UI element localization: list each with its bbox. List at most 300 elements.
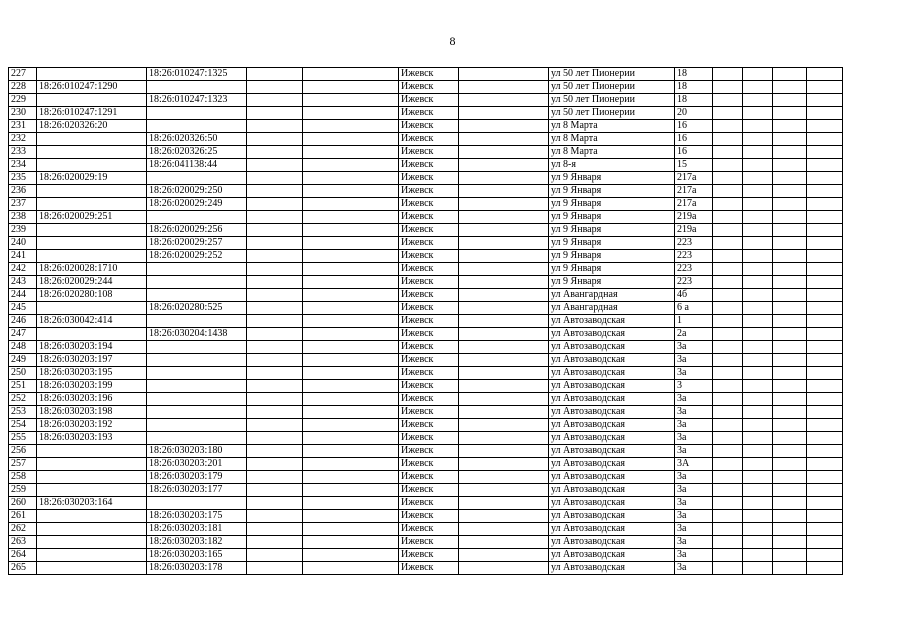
empty-cell <box>303 198 399 211</box>
empty-cell <box>303 380 399 393</box>
row-number-cell: 233 <box>9 146 37 159</box>
empty-cell <box>459 68 549 81</box>
empty-cell <box>743 146 773 159</box>
empty-cell <box>303 302 399 315</box>
table-row <box>9 133 843 146</box>
empty-cell <box>743 562 773 575</box>
table-row <box>9 120 843 133</box>
row-number-cell: 234 <box>9 159 37 172</box>
empty-cell <box>773 237 807 250</box>
empty-cell <box>713 146 743 159</box>
street-cell: ул 9 Января <box>549 276 675 289</box>
empty-cell <box>713 341 743 354</box>
street-cell: ул 50 лет Пионерии <box>549 107 675 120</box>
cadastral-number-b-cell <box>147 341 247 354</box>
empty-cell <box>459 393 549 406</box>
city-cell: Ижевск <box>399 289 459 302</box>
empty-cell <box>773 562 807 575</box>
empty-cell <box>247 549 303 562</box>
empty-cell <box>247 302 303 315</box>
empty-cell <box>459 315 549 328</box>
table-row <box>9 406 843 419</box>
city-cell: Ижевск <box>399 471 459 484</box>
empty-cell <box>807 81 843 94</box>
empty-cell <box>303 328 399 341</box>
house-number-cell: 3а <box>675 484 713 497</box>
empty-cell <box>303 237 399 250</box>
cadastral-number-b-cell: 18:26:030203:201 <box>147 458 247 471</box>
row-number-cell: 255 <box>9 432 37 445</box>
empty-cell <box>743 380 773 393</box>
empty-cell <box>807 497 843 510</box>
table-row <box>9 471 843 484</box>
empty-cell <box>773 536 807 549</box>
table-row <box>9 107 843 120</box>
cadastral-number-a-cell: 18:26:010247:1291 <box>37 107 147 120</box>
empty-cell <box>807 94 843 107</box>
empty-cell <box>807 549 843 562</box>
empty-cell <box>713 432 743 445</box>
empty-cell <box>713 94 743 107</box>
row-number-cell: 245 <box>9 302 37 315</box>
empty-cell <box>459 146 549 159</box>
city-cell: Ижевск <box>399 250 459 263</box>
house-number-cell: 3а <box>675 341 713 354</box>
row-number-cell: 253 <box>9 406 37 419</box>
city-cell: Ижевск <box>399 536 459 549</box>
cadastral-number-a-cell: 18:26:030203:198 <box>37 406 147 419</box>
empty-cell <box>773 68 807 81</box>
empty-cell <box>713 276 743 289</box>
street-cell: ул 50 лет Пионерии <box>549 81 675 94</box>
empty-cell <box>773 107 807 120</box>
table-row <box>9 198 843 211</box>
row-number-cell: 254 <box>9 419 37 432</box>
table-row <box>9 146 843 159</box>
empty-cell <box>303 107 399 120</box>
row-number-cell: 237 <box>9 198 37 211</box>
city-cell: Ижевск <box>399 302 459 315</box>
empty-cell <box>247 94 303 107</box>
house-number-cell: 16 <box>675 146 713 159</box>
city-cell: Ижевск <box>399 341 459 354</box>
table-row <box>9 393 843 406</box>
street-cell: ул 9 Января <box>549 185 675 198</box>
empty-cell <box>743 458 773 471</box>
city-cell: Ижевск <box>399 367 459 380</box>
empty-cell <box>247 471 303 484</box>
row-number-cell: 256 <box>9 445 37 458</box>
empty-cell <box>743 133 773 146</box>
empty-cell <box>459 471 549 484</box>
cadastral-number-a-cell: 18:26:020280:108 <box>37 289 147 302</box>
empty-cell <box>807 276 843 289</box>
empty-cell <box>713 211 743 224</box>
row-number-cell: 241 <box>9 250 37 263</box>
empty-cell <box>713 68 743 81</box>
empty-cell <box>773 302 807 315</box>
empty-cell <box>247 120 303 133</box>
empty-cell <box>743 419 773 432</box>
empty-cell <box>713 120 743 133</box>
empty-cell <box>247 68 303 81</box>
empty-cell <box>303 406 399 419</box>
empty-cell <box>303 81 399 94</box>
empty-cell <box>247 198 303 211</box>
empty-cell <box>247 341 303 354</box>
cadastral-number-b-cell: 18:26:030203:178 <box>147 562 247 575</box>
table-row <box>9 68 843 81</box>
row-number-cell: 244 <box>9 289 37 302</box>
house-number-cell: 223 <box>675 276 713 289</box>
cadastral-number-a-cell <box>37 536 147 549</box>
empty-cell <box>459 510 549 523</box>
empty-cell <box>807 471 843 484</box>
empty-cell <box>807 419 843 432</box>
empty-cell <box>807 107 843 120</box>
cadastral-number-a-cell: 18:26:020326:20 <box>37 120 147 133</box>
empty-cell <box>303 263 399 276</box>
empty-cell <box>713 406 743 419</box>
empty-cell <box>459 354 549 367</box>
table-row <box>9 510 843 523</box>
house-number-cell: 3а <box>675 432 713 445</box>
cadastral-number-b-cell <box>147 289 247 302</box>
empty-cell <box>247 146 303 159</box>
empty-cell <box>807 458 843 471</box>
empty-cell <box>459 302 549 315</box>
table-row <box>9 250 843 263</box>
house-number-cell: 3а <box>675 562 713 575</box>
empty-cell <box>247 497 303 510</box>
street-cell: ул 9 Января <box>549 263 675 276</box>
empty-cell <box>303 276 399 289</box>
street-cell: ул Автозаводская <box>549 354 675 367</box>
cadastral-number-b-cell: 18:26:010247:1323 <box>147 94 247 107</box>
empty-cell <box>773 94 807 107</box>
empty-cell <box>303 185 399 198</box>
cadastral-number-b-cell: 18:26:020029:256 <box>147 224 247 237</box>
empty-cell <box>743 445 773 458</box>
cadastral-number-b-cell <box>147 406 247 419</box>
house-number-cell: 3 <box>675 380 713 393</box>
empty-cell <box>713 289 743 302</box>
house-number-cell: 223 <box>675 263 713 276</box>
cadastral-number-a-cell: 18:26:020029:251 <box>37 211 147 224</box>
empty-cell <box>303 419 399 432</box>
cadastral-number-a-cell: 18:26:030203:195 <box>37 367 147 380</box>
page-number: 8 <box>449 34 456 48</box>
empty-cell <box>247 328 303 341</box>
empty-cell <box>807 263 843 276</box>
empty-cell <box>247 133 303 146</box>
city-cell: Ижевск <box>399 107 459 120</box>
empty-cell <box>807 302 843 315</box>
cadastral-number-a-cell <box>37 133 147 146</box>
empty-cell <box>743 94 773 107</box>
empty-cell <box>773 367 807 380</box>
cadastral-number-a-cell <box>37 146 147 159</box>
cadastral-number-a-cell <box>37 484 147 497</box>
house-number-cell: 1 <box>675 315 713 328</box>
house-number-cell: 3а <box>675 406 713 419</box>
house-number-cell: 15 <box>675 159 713 172</box>
row-number-cell: 239 <box>9 224 37 237</box>
row-number-cell: 231 <box>9 120 37 133</box>
empty-cell <box>713 497 743 510</box>
empty-cell <box>713 250 743 263</box>
empty-cell <box>807 432 843 445</box>
empty-cell <box>303 289 399 302</box>
empty-cell <box>773 432 807 445</box>
cadastral-number-b-cell <box>147 315 247 328</box>
table-row <box>9 302 843 315</box>
cadastral-number-b-cell <box>147 211 247 224</box>
empty-cell <box>303 133 399 146</box>
street-cell: ул Автозаводская <box>549 315 675 328</box>
row-number-cell: 232 <box>9 133 37 146</box>
table-row <box>9 263 843 276</box>
table-row <box>9 367 843 380</box>
empty-cell <box>743 211 773 224</box>
empty-cell <box>713 198 743 211</box>
city-cell: Ижевск <box>399 497 459 510</box>
empty-cell <box>303 341 399 354</box>
cadastral-number-b-cell <box>147 354 247 367</box>
street-cell: ул 50 лет Пионерии <box>549 68 675 81</box>
empty-cell <box>713 172 743 185</box>
cadastral-number-a-cell: 18:26:020029:244 <box>37 276 147 289</box>
empty-cell <box>247 354 303 367</box>
empty-cell <box>807 250 843 263</box>
empty-cell <box>743 341 773 354</box>
street-cell: ул 8 Марта <box>549 146 675 159</box>
empty-cell <box>459 549 549 562</box>
row-number-cell: 229 <box>9 94 37 107</box>
empty-cell <box>459 419 549 432</box>
cadastral-number-b-cell: 18:26:030203:165 <box>147 549 247 562</box>
house-number-cell: 3а <box>675 536 713 549</box>
empty-cell <box>303 120 399 133</box>
cadastral-number-a-cell: 18:26:030203:199 <box>37 380 147 393</box>
cadastral-number-b-cell: 18:26:020029:257 <box>147 237 247 250</box>
table-row <box>9 445 843 458</box>
cadastral-number-b-cell <box>147 393 247 406</box>
empty-cell <box>773 341 807 354</box>
row-number-cell: 260 <box>9 497 37 510</box>
city-cell: Ижевск <box>399 198 459 211</box>
empty-cell <box>247 211 303 224</box>
street-cell: ул 9 Января <box>549 224 675 237</box>
house-number-cell: 217а <box>675 185 713 198</box>
street-cell: ул Автозаводская <box>549 419 675 432</box>
house-number-cell: 217а <box>675 198 713 211</box>
empty-cell <box>303 159 399 172</box>
empty-cell <box>743 172 773 185</box>
empty-cell <box>303 250 399 263</box>
house-number-cell: 2а <box>675 328 713 341</box>
cadastral-number-a-cell <box>37 471 147 484</box>
empty-cell <box>303 471 399 484</box>
empty-cell <box>459 172 549 185</box>
empty-cell <box>773 471 807 484</box>
empty-cell <box>247 562 303 575</box>
cadastral-number-a-cell <box>37 68 147 81</box>
empty-cell <box>807 315 843 328</box>
street-cell: ул Автозаводская <box>549 471 675 484</box>
empty-cell <box>303 432 399 445</box>
empty-cell <box>743 107 773 120</box>
empty-cell <box>743 432 773 445</box>
row-number-cell: 261 <box>9 510 37 523</box>
house-number-cell: 3а <box>675 367 713 380</box>
empty-cell <box>459 250 549 263</box>
empty-cell <box>459 159 549 172</box>
empty-cell <box>773 224 807 237</box>
empty-cell <box>459 458 549 471</box>
street-cell: ул Автозаводская <box>549 341 675 354</box>
table-row <box>9 380 843 393</box>
house-number-cell: 223 <box>675 237 713 250</box>
empty-cell <box>247 185 303 198</box>
empty-cell <box>303 172 399 185</box>
empty-cell <box>713 510 743 523</box>
street-cell: ул Автозаводская <box>549 458 675 471</box>
table-row <box>9 81 843 94</box>
empty-cell <box>743 120 773 133</box>
empty-cell <box>247 159 303 172</box>
street-cell: ул Авангардная <box>549 289 675 302</box>
empty-cell <box>713 302 743 315</box>
city-cell: Ижевск <box>399 406 459 419</box>
row-number-cell: 228 <box>9 81 37 94</box>
city-cell: Ижевск <box>399 328 459 341</box>
empty-cell <box>247 224 303 237</box>
empty-cell <box>459 185 549 198</box>
street-cell: ул Автозаводская <box>549 406 675 419</box>
empty-cell <box>713 133 743 146</box>
empty-cell <box>247 315 303 328</box>
street-cell: ул 8 Марта <box>549 120 675 133</box>
empty-cell <box>807 406 843 419</box>
table-row <box>9 458 843 471</box>
empty-cell <box>459 120 549 133</box>
empty-cell <box>773 250 807 263</box>
empty-cell <box>713 419 743 432</box>
empty-cell <box>459 445 549 458</box>
table-row <box>9 354 843 367</box>
street-cell: ул 8-я <box>549 159 675 172</box>
empty-cell <box>743 328 773 341</box>
cadastral-number-b-cell <box>147 120 247 133</box>
empty-cell <box>303 211 399 224</box>
city-cell: Ижевск <box>399 354 459 367</box>
house-number-cell: 6 а <box>675 302 713 315</box>
row-number-cell: 251 <box>9 380 37 393</box>
city-cell: Ижевск <box>399 315 459 328</box>
empty-cell <box>773 445 807 458</box>
cadastral-number-a-cell <box>37 237 147 250</box>
empty-cell <box>807 367 843 380</box>
table-row <box>9 536 843 549</box>
empty-cell <box>247 523 303 536</box>
table-row <box>9 497 843 510</box>
empty-cell <box>713 224 743 237</box>
empty-cell <box>247 445 303 458</box>
table-row <box>9 159 843 172</box>
street-cell: ул Автозаводская <box>549 380 675 393</box>
city-cell: Ижевск <box>399 81 459 94</box>
cadastral-number-a-cell: 18:26:030042:414 <box>37 315 147 328</box>
empty-cell <box>459 211 549 224</box>
empty-cell <box>713 393 743 406</box>
empty-cell <box>773 484 807 497</box>
cadastral-number-a-cell: 18:26:030203:197 <box>37 354 147 367</box>
city-cell: Ижевск <box>399 94 459 107</box>
cadastral-number-a-cell <box>37 549 147 562</box>
empty-cell <box>807 562 843 575</box>
cadastral-number-a-cell <box>37 159 147 172</box>
city-cell: Ижевск <box>399 484 459 497</box>
cadastral-number-a-cell: 18:26:030203:192 <box>37 419 147 432</box>
empty-cell <box>303 224 399 237</box>
house-number-cell: 4б <box>675 289 713 302</box>
cadastral-number-b-cell: 18:26:030203:175 <box>147 510 247 523</box>
table-row <box>9 419 843 432</box>
empty-cell <box>807 341 843 354</box>
cadastral-number-a-cell: 18:26:030203:193 <box>37 432 147 445</box>
empty-cell <box>773 185 807 198</box>
empty-cell <box>773 315 807 328</box>
empty-cell <box>807 146 843 159</box>
house-number-cell: 3а <box>675 445 713 458</box>
cadastral-number-b-cell <box>147 419 247 432</box>
cadastral-number-b-cell: 18:26:030203:181 <box>147 523 247 536</box>
empty-cell <box>713 107 743 120</box>
empty-cell <box>773 549 807 562</box>
empty-cell <box>743 354 773 367</box>
empty-cell <box>303 367 399 380</box>
empty-cell <box>247 107 303 120</box>
empty-cell <box>459 276 549 289</box>
empty-cell <box>743 510 773 523</box>
empty-cell <box>773 263 807 276</box>
empty-cell <box>459 328 549 341</box>
empty-cell <box>459 224 549 237</box>
empty-cell <box>303 549 399 562</box>
cadastral-number-b-cell <box>147 107 247 120</box>
empty-cell <box>743 484 773 497</box>
row-number-cell: 259 <box>9 484 37 497</box>
empty-cell <box>713 367 743 380</box>
table-row <box>9 328 843 341</box>
table-row <box>9 289 843 302</box>
table-row <box>9 549 843 562</box>
empty-cell <box>713 536 743 549</box>
empty-cell <box>247 237 303 250</box>
cadastral-number-b-cell <box>147 367 247 380</box>
table-row <box>9 211 843 224</box>
house-number-cell: 3а <box>675 510 713 523</box>
city-cell: Ижевск <box>399 562 459 575</box>
empty-cell <box>773 328 807 341</box>
city-cell: Ижевск <box>399 68 459 81</box>
empty-cell <box>247 419 303 432</box>
empty-cell <box>773 289 807 302</box>
street-cell: ул 9 Января <box>549 250 675 263</box>
empty-cell <box>247 289 303 302</box>
empty-cell <box>459 81 549 94</box>
